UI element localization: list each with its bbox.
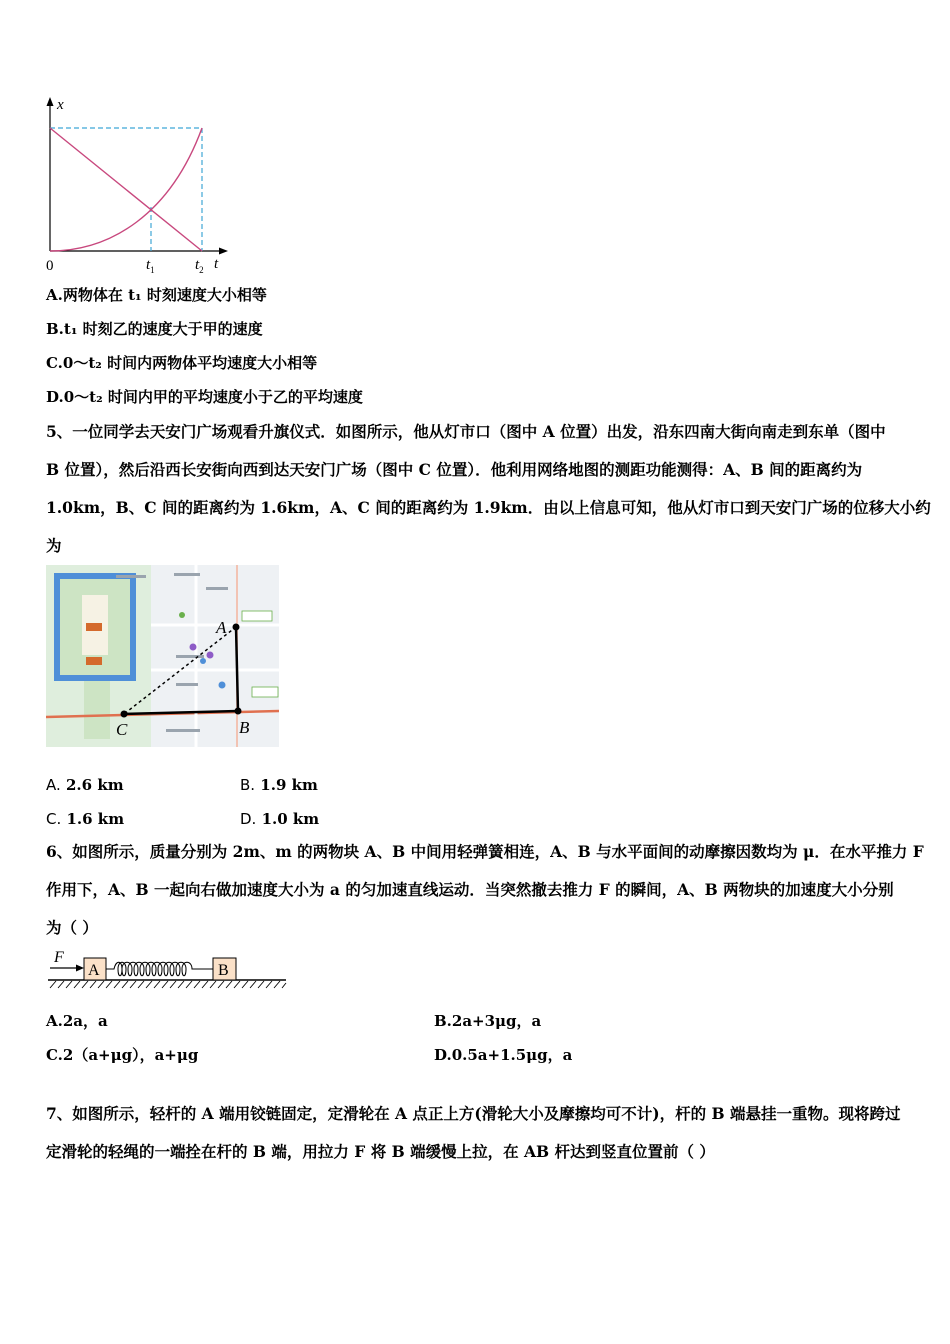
q5-option-b-text: 1.9 km: [260, 776, 318, 794]
q5-option-d-label: D.: [240, 810, 257, 828]
q4-option-b-text: t₁ 时刻乙的速度大于甲的速度: [63, 320, 263, 338]
map-label-b: B: [239, 718, 250, 737]
q4-option-b: [46, 319, 263, 339]
x-axis-label: t: [214, 256, 219, 272]
block-a-label: A: [88, 962, 100, 979]
q6-option-c: [46, 1045, 198, 1065]
q5-option-d: [240, 809, 319, 829]
q4-option-d-label: D.: [46, 388, 64, 406]
q5-line-3: 1.0km，B、C 间的距离约为 1.6km，A、C 间的距离约为 1.9km．由以上信息可知，他从灯市口到天安门广场的位移大小约: [46, 498, 931, 517]
q5-option-b: [240, 775, 318, 795]
q5-line-1: 5、一位同学去天安门广场观看升旗仪式．如图所示，他从灯市口（图中 A 位置）出发，沿东四南大街向南走到东单（图中: [46, 422, 886, 441]
q5-option-c: [46, 809, 124, 829]
q6-line-3: 为（ ）: [46, 918, 98, 937]
q5-option-c-label: C.: [46, 810, 62, 828]
q4-option-d-text: 0～t₂ 时间内甲的平均速度小于乙的平均速度: [63, 388, 363, 406]
spring: [106, 962, 213, 976]
block-b-label: B: [218, 962, 229, 979]
q6-option-b: [434, 1011, 541, 1031]
t2-label: $t_2$: [195, 257, 204, 275]
q6-option-d-text: D.0.5a+1.5μg，a: [434, 1046, 573, 1064]
spring-blocks-figure: [46, 948, 291, 996]
q5-line-2: B 位置），然后沿西长安街向西到达天安门广场（图中 C 位置）．他利用网络地图的测距功能测得：A、B 间的距离约为: [46, 460, 863, 479]
q7-question: [46, 1095, 906, 1171]
q4-option-b-label: B.: [46, 320, 64, 338]
q4-option-a-text: 两物体在 t₁ 时刻速度大小相等: [62, 286, 267, 304]
q6-option-c-text: C.2（a+μg），a+μg: [46, 1046, 199, 1064]
q4-option-c: [46, 353, 317, 373]
xt-graph: [40, 95, 240, 275]
q6-option-a-text: A.2a，a: [46, 1012, 108, 1030]
t1-label: $t_1$: [146, 257, 155, 275]
q6-option-a: [46, 1011, 108, 1031]
q7-line-2: 定滑轮的轻绳的一端拴在杆的 B 端，用拉力 F 将 B 端缓慢上拉，在 AB 杆达到竖直位置前（ ）: [46, 1142, 715, 1161]
q4-option-c-text: 0～t₂ 时间内两物体平均速度大小相等: [62, 354, 318, 372]
q7-line-1: 7、如图所示，轻杆的 A 端用铰链固定，定滑轮在 A 点正上方(滑轮大小及摩擦均可不计)，杆的 B 端悬挂一重物。现将跨过: [46, 1104, 901, 1123]
q6-line-1: 6、如图所示，质量分别为 2m、m 的两物块 A、B 中间用轻弹簧相连，A、B 与水平面间的动摩擦因数均为 μ．在水平推力 F: [46, 842, 924, 861]
q5-option-a: [46, 775, 124, 795]
q6-question: [46, 833, 924, 947]
q5-question: [46, 413, 931, 565]
q6-option-d: [434, 1045, 572, 1065]
q4-option-a: [46, 285, 267, 305]
q5-option-b-label: B.: [240, 776, 256, 794]
map-label-c: C: [116, 720, 128, 739]
decreasing-line: [50, 128, 202, 251]
q6-option-b-text: B.2a+3μg，a: [434, 1012, 542, 1030]
force-label: F: [54, 949, 64, 966]
map-label-a: A: [216, 618, 227, 637]
q6-line-2: 作用下，A、B 一起向右做加速度大小为 a 的匀加速直线运动．当突然撤去推力 F 的瞬间，A、B 两物块的加速度大小分别: [46, 880, 894, 899]
map-figure: [46, 565, 279, 747]
origin-label: 0: [46, 258, 54, 274]
q5-option-a-text: 2.6 km: [66, 776, 124, 794]
q4-option-a-label: A.: [46, 286, 63, 304]
y-axis-label: x: [57, 97, 64, 113]
q5-line-4: 为: [46, 536, 62, 555]
q4-option-d: [46, 387, 363, 407]
q5-option-c-text: 1.6 km: [66, 810, 125, 828]
q4-option-c-label: C.: [46, 354, 63, 372]
q5-option-d-text: 1.0 km: [261, 810, 320, 828]
q5-option-a-label: A.: [46, 776, 61, 794]
